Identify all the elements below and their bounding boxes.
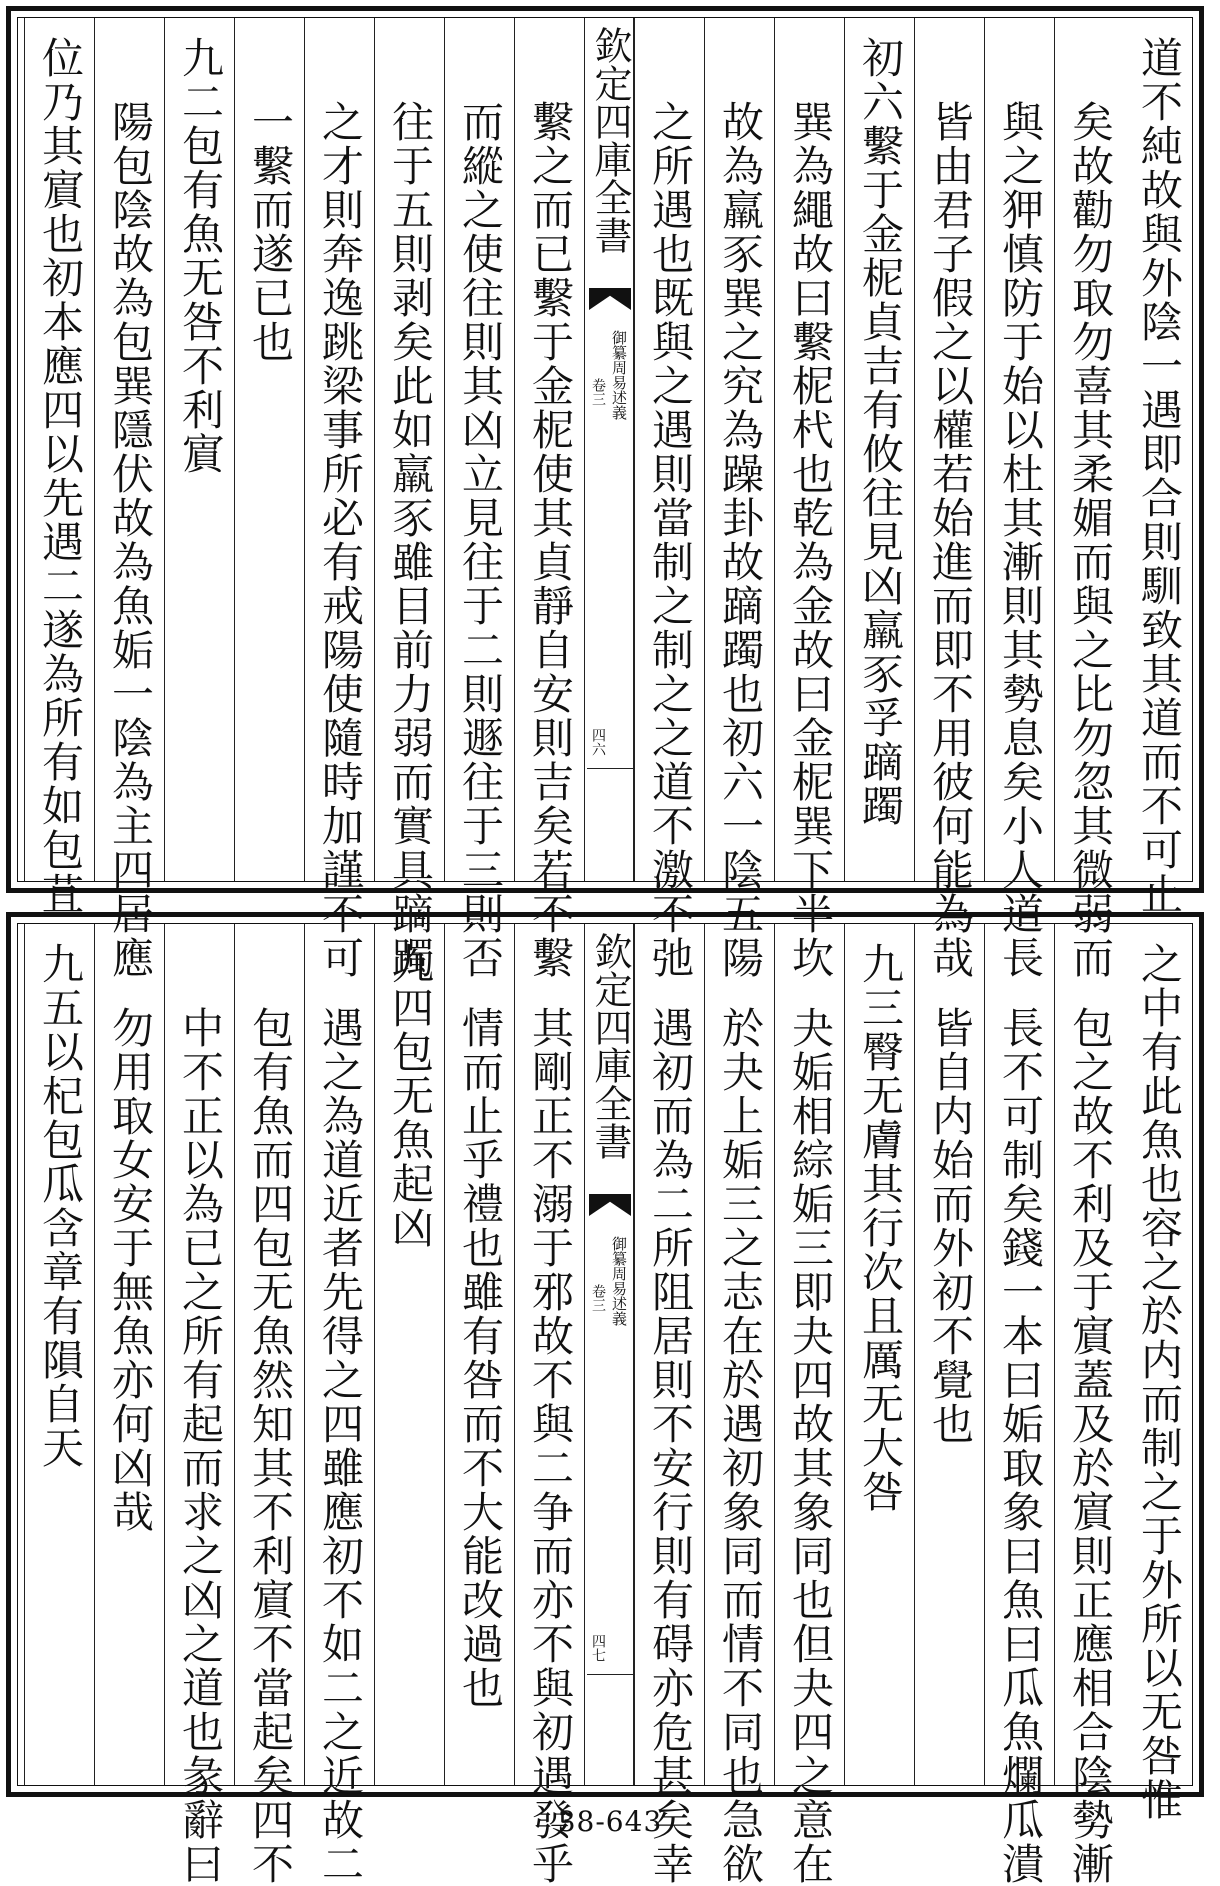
text-column	[914, 924, 984, 1785]
spine-leaf-number: 四六	[590, 728, 606, 756]
column-text: 之所遇也既與之遇則當制之制之之道不激不弛	[646, 100, 695, 980]
page-number: 38-643	[557, 1805, 663, 1838]
column-text: 繫之而已繫于金柅使其貞靜自安則吉矣若不繫	[526, 100, 575, 980]
spine-volume: 卷三	[590, 1284, 606, 1312]
column-text: 巽為繩故曰繫柅杙也乾為金故曰金柅巽下半坎	[786, 100, 835, 980]
column-text: 情而止乎禮也雖有咎而不大能改過也	[456, 1006, 505, 1710]
column-text: 包有魚而四包无魚然知其不利賔不當起矣四不	[246, 1006, 295, 1886]
text-column	[914, 18, 984, 980]
text-column	[234, 18, 304, 881]
column-text: 中不正以為已之所有起而求之凶之道也彖辭曰	[176, 1006, 225, 1886]
text-column	[844, 18, 914, 881]
top-page	[6, 6, 1204, 980]
spine-rule	[587, 1674, 633, 1675]
column-text: 之中有此魚也容之於内而制之于外所以无咎惟	[1135, 942, 1184, 1822]
text-column	[1124, 18, 1194, 916]
column-text: 九五以杞包瓜含章有隕自天	[36, 942, 85, 1470]
spine-title: 欽定四庫全書	[588, 932, 632, 1160]
fish-tail-mark-icon	[589, 1194, 631, 1216]
text-column	[1124, 924, 1194, 1822]
text-column	[164, 924, 234, 1886]
column-text: 位乃其賔也初本應四以先遇二遂為所有如包苴	[36, 36, 85, 916]
text-column	[704, 18, 774, 980]
text-column	[1054, 18, 1124, 980]
text-column	[24, 18, 94, 916]
spine-title: 欽定四庫全書	[588, 26, 632, 254]
text-column	[634, 18, 704, 980]
text-column	[444, 924, 514, 1785]
text-column	[444, 18, 514, 980]
text-column	[234, 924, 304, 1886]
text-column	[1054, 924, 1124, 1886]
fish-tail-mark-icon	[589, 288, 631, 310]
spine-book-title: 御纂周易述義	[610, 330, 628, 420]
column-text: 一繫而遂已也	[246, 100, 295, 364]
center-spine	[584, 924, 634, 1785]
column-text: 九二包有魚无咎不利賔	[176, 36, 225, 476]
center-spine	[584, 18, 634, 881]
text-column	[774, 924, 844, 1886]
column-text: 與之狎慎防于始以杜其漸則其勢息矣小人道長	[996, 100, 1045, 980]
text-column	[984, 924, 1054, 1886]
column-text: 皆自内始而外初不覺也	[926, 1006, 975, 1446]
column-text: 故為羸豕巽之究為躁卦故蹢躅也初六一陰五陽	[716, 100, 765, 980]
column-text: 皆由君子假之以權若始進而即不用彼何能為哉	[926, 100, 975, 980]
column-text: 初六繫于金柅貞吉有攸往見凶羸豕孚蹢躅	[856, 36, 905, 828]
text-column	[514, 924, 584, 1886]
column-text: 夬姤相綜姤三即夬四故其象同也但夬四之意在	[786, 1006, 835, 1886]
text-column	[94, 924, 164, 1785]
column-text: 陽包陰故為包巽隱伏故為魚姤一陰為主四居應	[106, 100, 155, 980]
text-column	[94, 18, 164, 980]
column-text: 九三臀无膚其行次且厲无大咎	[856, 942, 905, 1514]
text-column	[514, 18, 584, 980]
column-text: 矣故勸勿取勿喜其柔媚而與之比勿忽其微弱而	[1066, 100, 1115, 980]
text-column	[24, 924, 94, 1785]
column-text: 道不純故與外陰一遇即合則馴致其道而不可止	[1135, 36, 1184, 916]
spine-book-title: 御纂周易述義	[610, 1236, 628, 1326]
column-text: 勿用取女安于無魚亦何凶哉	[106, 1006, 155, 1534]
text-column	[984, 18, 1054, 980]
text-column	[844, 924, 914, 1785]
column-text: 往于五則剥矣此如羸豕雖目前力弱而實具蹢躅	[386, 100, 435, 980]
text-column	[774, 18, 844, 980]
column-text: 九四包无魚起凶	[386, 942, 435, 1250]
column-text: 遇之為道近者先得之四雖應初不如二之近故二	[316, 1006, 365, 1886]
text-column	[704, 924, 774, 1886]
column-text: 之才則奔逸跳梁事所必有戒陽使隨時加謹不可	[316, 100, 365, 980]
spine-volume: 卷三	[590, 378, 606, 406]
column-text: 包之故不利及于賔蓋及於賔則正應相合陰勢漸	[1066, 1006, 1115, 1886]
spine-leaf-number: 四七	[590, 1634, 606, 1662]
text-column	[374, 924, 444, 1785]
top-page-frame	[17, 17, 1193, 980]
text-column	[634, 924, 704, 1886]
text-column	[374, 18, 444, 980]
column-text: 其剛正不溺于邪故不與二争而亦不與初遇發乎	[526, 1006, 575, 1886]
column-text: 遇初而為二所阻居則不安行則有碍亦危甚矣幸	[646, 1006, 695, 1886]
column-text: 於夬上姤三之志在於遇初象同而情不同也急欲	[716, 1006, 765, 1886]
text-column	[304, 924, 374, 1886]
spine-rule	[587, 768, 633, 769]
text-column	[164, 18, 234, 881]
column-text: 長不可制矣錢一本曰姤取象曰魚曰瓜魚爛瓜潰	[996, 1006, 1045, 1886]
text-column	[304, 18, 374, 980]
column-text: 而縱之使往則其凶立見往于二則遯往于三則否	[456, 100, 505, 980]
